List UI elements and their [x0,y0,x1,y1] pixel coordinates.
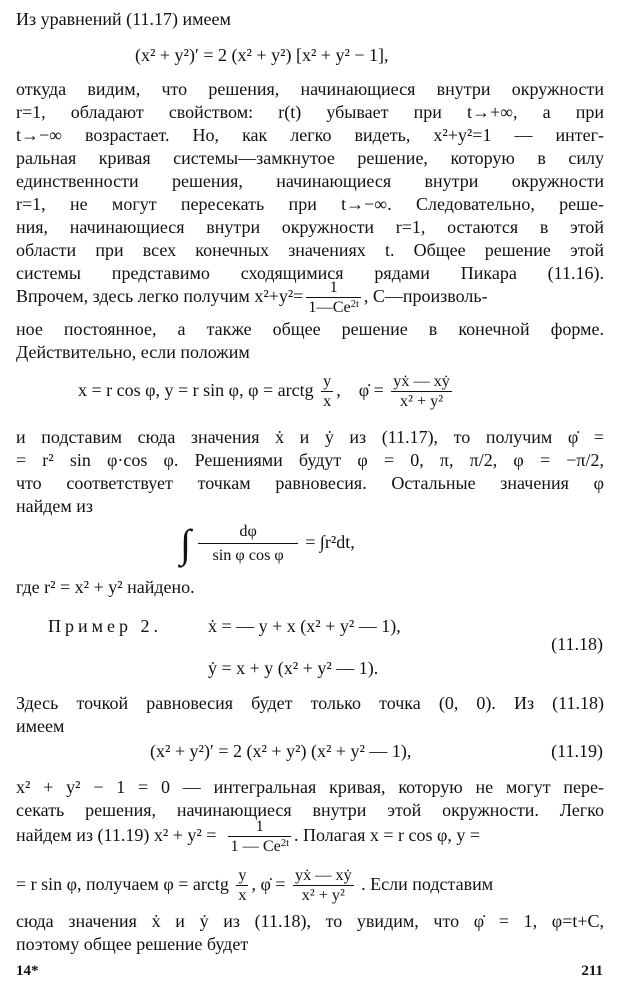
polar-lhs: x = r cos φ, y = r sin φ, φ = arctg [78,380,314,400]
example-label: Пример 2. [48,616,163,636]
denominator-text: 1—Ce [308,298,351,317]
equation-polar-substitution: x = r cos φ, y = r sin φ, φ = arctg $\frac{y}{x}$ , φ̇ = $\frac{\text{yẋ — xẏ}}{\text{x² + y²}}$ [78,372,450,411]
system-equation-1: ẋ = — y + x (x² + y² — 1), [208,616,401,636]
page-number: 211 [581,963,603,979]
text-fragment: = r sin φ, получаем φ = arctg [16,874,229,894]
text-line: Из уравнений (11.17) имеем [16,9,231,29]
text-line-with-fraction [16,815,604,855]
fraction-y-over-x [321,373,333,410]
text-line: найдем из [16,496,94,516]
text-fragment: . Полагая x = r cos φ, y = [294,825,481,845]
text-line: Здесь точкой равновесия будет только точка (0, 0). Из (11.18) [16,693,604,713]
equation-integral [180,512,355,572]
equation-number: (11.18) [551,634,603,654]
equation-number: (11.19) [551,741,603,761]
phi-dot-label: φ̇ = [358,380,384,400]
text-line: ральная кривая системы—замкнутое решение, которую в силу [16,148,604,168]
text-line: системы представимо сходящимися рядами Пикара (11.16). [16,263,604,283]
exponent: 2t [280,838,289,850]
equation-radius-derivative-2: (x² + y²)′ = 2 (x² + y²) (x² + y² — 1), [150,741,412,761]
fraction-numerator: yẋ — xẏ [393,372,450,391]
text-line: области при всех конечных значениях t. Общее решение этой [16,240,604,260]
fraction-numerator: 1 [228,818,291,837]
text-line: где r² = x² + y² найдено. [16,577,195,597]
fraction-denominator: x [323,392,332,411]
fraction-denominator [306,298,360,316]
text-line: = r² sin φ·cos φ. Решениями будут φ = 0, π, π/2, φ = −π/2, [16,450,604,470]
sheet-signature-mark: 14* [16,963,39,979]
equation-radius-derivative: (x² + y²)′ = 2 (x² + y²) [x² + y² − 1], [135,45,389,65]
integral-sign: ∫ [180,520,191,566]
fraction-numerator: dφ [198,523,297,544]
text-line: единственности решения, начинающиеся внутри окружности [16,171,604,191]
integral-rhs: = ∫r²dt, [305,532,355,552]
text-line: имеем [16,716,65,736]
text-fragment: найдем из (11.19) x² + y² = [16,825,217,845]
fraction-solution [306,279,360,316]
text-line: Действительно, если положим [16,342,250,362]
fraction-phi-dot [293,867,354,904]
text-fragment: , φ̇ = [251,874,286,894]
text-line: t→−∞ возрастает. Но, как легко видеть, x²+y²=1 — интег- [16,125,604,145]
text-line: ния, начинающиеся внутри окружности r=1, остаются в этой [16,217,604,237]
denominator-text: 1 — Ce [230,837,281,856]
text-line: ное постоянное, а также общее решение в конечной форме. [16,319,604,339]
fraction-numerator: y [323,372,332,391]
text-line: поэтому общее решение будет [16,934,249,954]
text-fragment: . Если подставим [361,874,494,894]
fraction-denominator: x² + y² [301,886,345,905]
fraction-numerator: y [238,866,247,885]
text-fragment: Впрочем, здесь легко получим x²+y²= [16,286,304,306]
text-line: r=1, обладают свойством: r(t) убывает при t→+∞, а при [16,102,604,122]
text-line: секать решения, начинающиеся внутри этой окружности. Легко [16,800,604,820]
fraction-numerator: yẋ — xẏ [295,866,352,885]
fraction-phi-dot [391,373,452,410]
text-line: и подставим сюда значения ẋ и ẏ из (11.17), то получим φ̇ = [16,427,604,447]
fraction-y-over-x [236,867,248,904]
fraction-numerator: 1 [306,279,360,298]
system-equation-2: ẏ = x + y (x² + y² — 1). [208,658,379,678]
text-line-with-fraction [16,276,604,316]
text-line-with-fraction [16,864,604,904]
fraction-denominator: sin φ cos φ [212,546,284,565]
fraction-denominator [228,837,291,855]
text-fragment: , C—произволь- [363,286,488,306]
fraction-denominator: x² + y² [400,392,444,411]
text-line: что соответствует точкам равновесия. Остальные значения φ [16,473,604,493]
text-line: откуда видим, что решения, начинающиеся внутри окружности [16,79,604,99]
text-line: r=1, не могут пересекать при t→−∞. Следовательно, реше- [16,194,604,214]
exponent: 2t [350,299,359,311]
fraction-integrand [198,523,297,564]
fraction-denominator: x [238,886,247,905]
fraction-solution-2 [228,818,291,855]
text-line: x² + y² − 1 = 0 — интегральная кривая, которую не могут пере- [16,777,604,797]
text-line: сюда значения ẋ и ẏ из (11.18), то увидим, что φ̇ = 1, φ=t+C, [16,911,604,931]
